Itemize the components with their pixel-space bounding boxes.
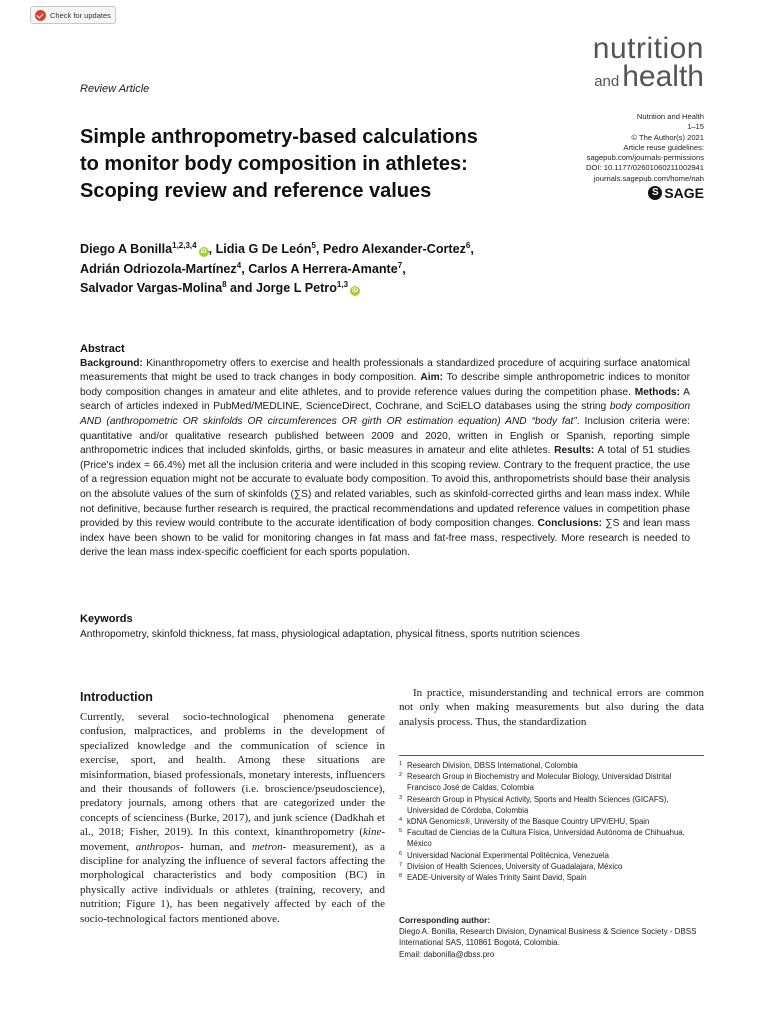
term-metron: metron-	[251, 840, 287, 853]
term-anthropos: anthropos-	[135, 840, 184, 853]
abstract-heading: Abstract	[80, 343, 125, 355]
conclusions-label: Conclusions:	[537, 518, 603, 530]
title-line-1: Simple anthropometry-based calculations	[80, 126, 478, 148]
author-affiliation-marker: 8	[222, 280, 227, 289]
journal-logo-health: health	[622, 60, 704, 93]
author-name: Diego A Bonilla	[80, 242, 173, 256]
author-affiliation-marker: 7	[397, 260, 403, 270]
affiliation-text: kDNA Genomics®, University of the Basque Country UPV/EHU, Spain	[407, 817, 650, 827]
affiliation-item: $^6$ Universidad Nacional Experimental Politécnica, Venezuela	[399, 850, 609, 860]
introduction-continued	[399, 686, 704, 729]
check-for-updates-badge[interactable]	[30, 6, 116, 24]
sage-wordmark: SAGE	[664, 185, 704, 202]
author-name: Jorge L Petro	[255, 281, 337, 295]
introduction-paragraph-1	[80, 710, 385, 926]
author-affiliation-marker: 6	[465, 241, 471, 250]
corresponding-author	[399, 915, 714, 960]
affiliation-text: Facultad de Ciencias de la Cultura Física, Universidad Autónoma de Chihuahua, México	[407, 828, 685, 849]
meta-reuse-label: Article reuse guidelines:	[623, 142, 704, 152]
affiliation-item: $^7$ Division of Health Sciences, University of Guadalajara, México	[399, 861, 623, 871]
aim-text: To describe simple anthropometric indices to monitor body composition changes in amateur and elite athletes, and to provide reference values during the competition phase.	[80, 372, 690, 398]
results-label: Results:	[554, 445, 595, 457]
affiliation-item: $^5$ Facultad de Ciencias de la Cultura Física, Universidad Autónoma de Chihuahua, México	[399, 828, 685, 849]
author-name: Adrián Odriozola-Martínez	[80, 261, 237, 276]
author-affiliation-marker: 4	[236, 260, 242, 270]
search-string: body composition AND (anthropometric OR skinfolds OR circumferences OR girth OR estimation equation) AND “body fat”	[80, 401, 690, 427]
author-affiliation-marker: 1,3	[336, 280, 349, 289]
keywords-text: Anthropometry, skinfold thickness, fat mass, physiological adaptation, physical fitness, sports nutrition sciences	[80, 629, 580, 640]
affiliation-text: Research Division, DBSS International, Colombia	[407, 761, 578, 770]
meta-doi[interactable]: DOI: 10.1177/02601060211002941	[586, 163, 704, 173]
intro-p1-b: movement,	[80, 840, 136, 853]
affiliation-item: $^3$ Research Group in Physical Activity, Sports and Health Sciences (GICAFS), Universidad de Córdoba, Colombia	[399, 794, 669, 815]
affiliation-item: $^4$ kDNA Genomics®, University of the Basque Country UPV/EHU, Spain	[399, 817, 650, 827]
corresponding-heading: Corresponding author:	[399, 915, 491, 925]
keywords	[80, 612, 700, 642]
affiliation-item: $^1$ Research Division, DBSS International, Colombia	[399, 761, 578, 770]
author-affiliation-marker: 5	[311, 241, 316, 250]
introduction-paragraph-2: In practice, misunderstanding and technical errors are common not only when making measurements but also during the data analysis process. Thus, the standardization	[399, 687, 704, 728]
background-text: Kinanthropometry offers to exercise and health professionals a standardized procedure of acquiring surface anatomical measurements that might be used to track changes in body composition.	[80, 357, 690, 384]
author-name: Pedro Alexander-Cortez	[322, 242, 466, 256]
journal-logo-line1: nutrition	[592, 32, 704, 65]
abstract	[80, 342, 690, 561]
methods-text-b: . Inclusion criteria were: quantitative and/or qualitative research published between 2009 and 2020, written in English or Spanish, reporting simple anthropometric indices that included skinfolds, girths, or basic measures in amateur and elite athletes.	[80, 415, 690, 457]
abstract-body	[80, 357, 690, 561]
meta-copyright: © The Author(s) 2021	[631, 132, 704, 142]
affiliation-text: Universidad Nacional Experimental Politécnica, Venezuela	[407, 850, 609, 860]
meta-journal-url[interactable]: journals.sagepub.com/home/nah	[593, 173, 704, 183]
orcid-icon[interactable]: iD	[352, 288, 359, 294]
sage-logo	[586, 186, 704, 200]
results-text: A total of 51 studies (Price's index = 66.4%) met all the inclusion criteria and were included in this scoping review. Contrary to the frequent practice, the use of a regression equation might not be accurate to evaluate body composition. To avoid this, anthropometrists should base their analysis on the absolute values of the sum of skinfolds (∑S) and related variables, such as skinfold-corrected girths and lean mass index. While not definitive, because further research is required, the practical recommendations and updated reference values in competition phase provided by this review would contribute to the accurate identification of body composition changes.	[80, 445, 690, 530]
journal-logo	[593, 34, 704, 92]
article-title	[80, 124, 550, 205]
author-affiliation-marker: 1,2,3,4	[172, 241, 197, 250]
orcid-icon[interactable]: iD	[200, 249, 207, 255]
author-name: Lidia G De León	[215, 242, 312, 256]
intro-p1-d: measurement), as a discipline for analyzing the influence of several factors affecting the morphological characteristics and body composition (BC) in physically active individuals or athletes (training, recovery, and nutrition; Figure 1), has been negatively affected by each of the socio-technological factors mentioned above.	[80, 840, 385, 925]
corresponding-email[interactable]: Email: dabonilla@dbss.pro	[399, 949, 495, 959]
journal-logo-line2	[593, 62, 704, 92]
title-line-2: to monitor body composition in athletes:	[80, 153, 468, 175]
affiliation-item: $^2$ Research Group in Biochemistry and Molecular Biology, Universidad Distrital Francisco José de Caldas, Colombia	[399, 772, 672, 793]
title-line-3: Scoping review and reference values	[80, 180, 432, 202]
corresponding-address: Diego A. Bonilla, Research Division, Dynamical Business & Science Society - DBSS International SAS, 110861 Bogotá, Colombia.	[399, 927, 697, 948]
article-type: Review Article	[80, 83, 150, 95]
check-for-updates-label: Check for updates	[50, 10, 111, 20]
meta-journal: Nutrition and Health	[636, 112, 704, 121]
author-name: Carlos A Herrera-Amante	[248, 261, 398, 276]
aim-label: Aim:	[420, 372, 444, 384]
affiliation-text: Division of Health Sciences, University of Guadalajara, México	[407, 861, 623, 871]
article-meta	[586, 112, 704, 200]
affiliation-text: Research Group in Physical Activity, Sports and Health Sciences (GICAFS), Universidad de Córdoba, Colombia	[407, 794, 669, 815]
affiliation-text: EADE-University of Wales Trinity Saint David, Spain	[407, 873, 587, 883]
affiliation-text: Research Group in Biochemistry and Molecular Biology, Universidad Distrital Francisco José de Caldas, Colombia	[407, 772, 672, 793]
introduction-section	[80, 690, 385, 926]
keywords-heading: Keywords	[80, 613, 133, 625]
check-icon	[35, 10, 46, 21]
methods-text-a: A search of articles indexed in PubMed/MEDLINE, ScienceDirect, Cochrane, and SciELO databases using the string	[80, 386, 690, 413]
author-name: Salvador Vargas-Molina	[80, 281, 223, 295]
intro-p1-c: human, and	[183, 840, 252, 853]
author-list: Diego A Bonilla$^{1,2,3,4}$iD , Lidia G De León$^5$, Pedro Alexander-Cortez$^6$, Adrián Odriozola-Martínez$^4$, Carlos A Herrera-Amante$^7$, Salvador Vargas-Molina$^8$ and Jorge L Petro$^{1,3}$iD	[80, 241, 474, 295]
affiliations	[399, 755, 704, 883]
intro-p1-a: Currently, several socio-technological phenomena generate confusion, malpractices, and problems in the development of specialized knowledge and the communication of science in exercise, sport, and health. Among these situations are misinformation, biased professionals, monetary interests, influencers and their thousands of followers (i.e. broscience/pseudoscience), predatory journals, among others that are categorized under the concepts of scienciness (Burke, 2017), and junk science (Dadkhah et al., 2018; Fisher, 2019). In this context, kinanthropometry (	[80, 711, 385, 839]
conclusions-text: ∑S and lean mass index have been shown to be valid for monitoring changes in fat mass and fat-free mass, respectively. More research is needed to derive the lean mass index-specific coefficient for each sports population.	[80, 518, 690, 559]
sage-s-icon: S	[648, 186, 662, 200]
affiliation-item: $^8$ EADE-University of Wales Trinity Saint David, Spain	[399, 873, 587, 883]
meta-reuse-link[interactable]: sagepub.com/journals-permissions	[586, 153, 704, 163]
introduction-heading: Introduction	[80, 690, 153, 704]
methods-label: Methods:	[634, 386, 680, 398]
term-kine: kine-	[363, 826, 385, 839]
background-label: Background:	[80, 357, 143, 369]
journal-logo-and: and	[594, 73, 620, 90]
meta-pages: 1–15	[687, 122, 704, 132]
